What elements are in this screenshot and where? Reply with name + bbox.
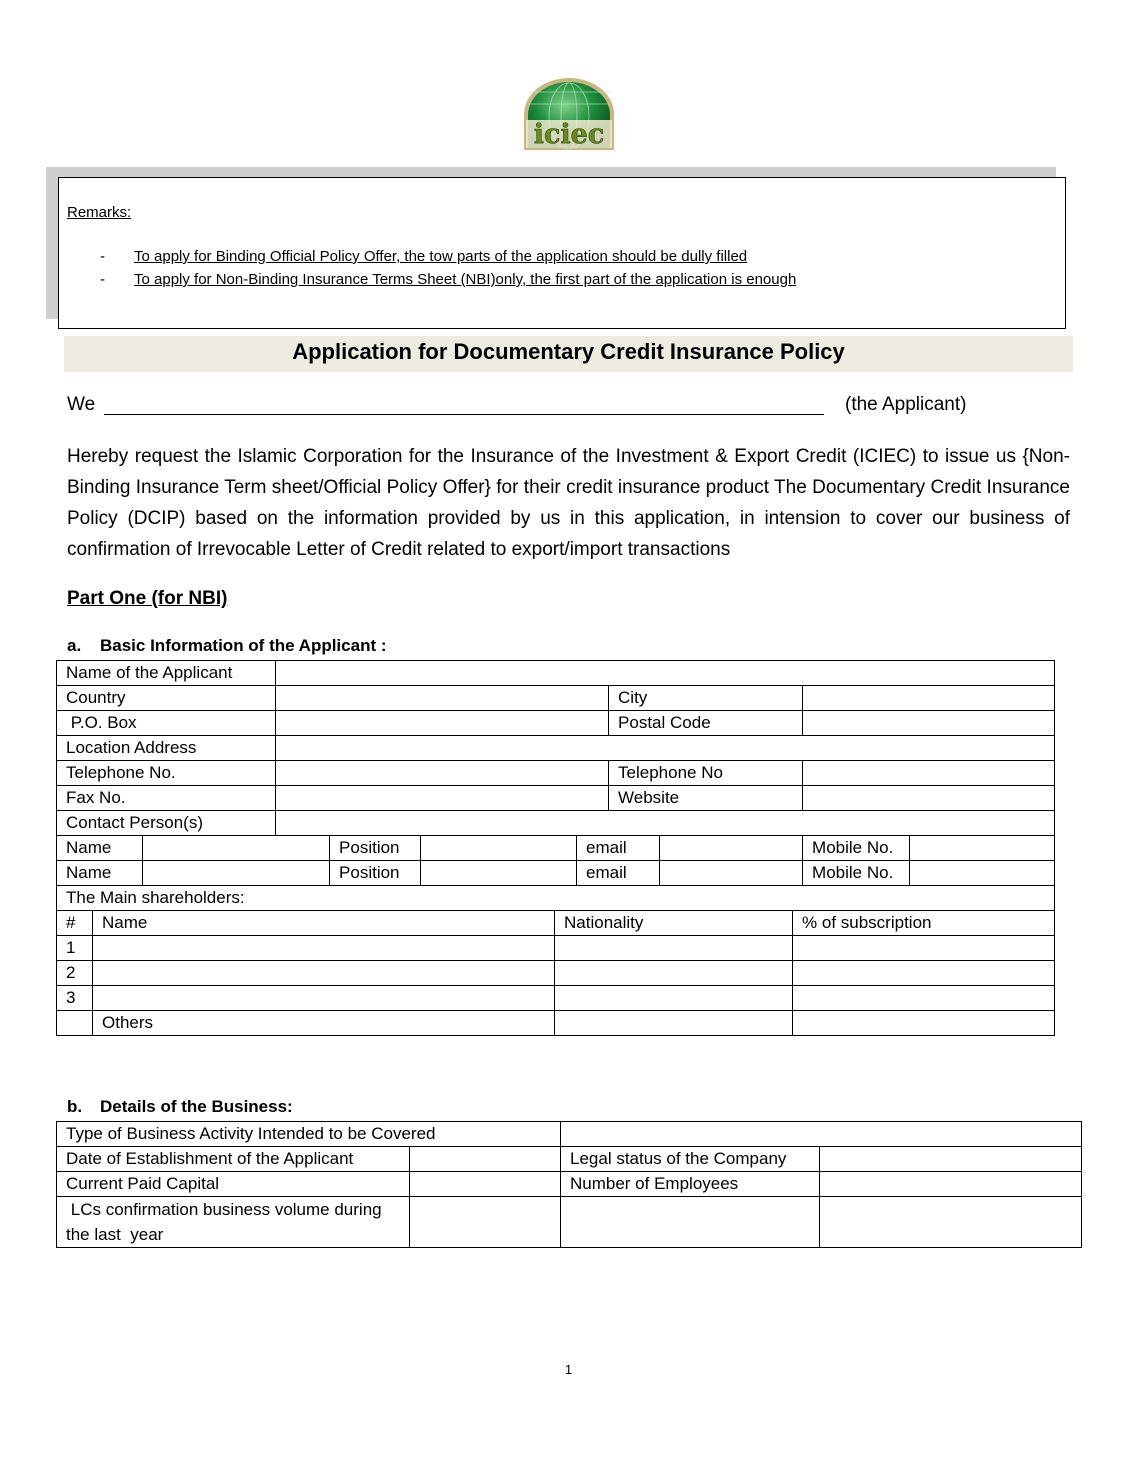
iciec-logo xyxy=(520,76,618,152)
telephone-label: Telephone No. xyxy=(57,761,276,786)
applicant-suffix: (the Applicant) xyxy=(845,394,967,415)
business-activity-label: Type of Business Activity Intended to be Covered xyxy=(57,1122,561,1147)
contact-email-label: email xyxy=(577,836,660,861)
table-row xyxy=(57,661,1055,686)
contact-email-field[interactable] xyxy=(660,861,803,886)
telephone-field[interactable] xyxy=(276,761,609,786)
lc-volume-label: LCs confirmation business volume during the last year xyxy=(57,1197,410,1248)
shareholder-row-number: 3 xyxy=(57,986,93,1011)
table-row xyxy=(57,936,1055,961)
section-b-letter: b. xyxy=(67,1097,83,1116)
shareholder-nationality-field[interactable] xyxy=(555,936,793,961)
applicant-name-line[interactable] xyxy=(104,414,824,415)
location-address-field[interactable] xyxy=(276,736,1055,761)
country-field[interactable] xyxy=(276,686,609,711)
po-box-field[interactable] xyxy=(276,711,609,736)
section-a-heading xyxy=(67,636,387,656)
table-row xyxy=(57,761,1055,786)
remark-item: To apply for Binding Official Policy Offer, the tow parts of the application should be dully filled xyxy=(134,248,748,265)
lc-volume-extra-field[interactable] xyxy=(561,1197,820,1248)
telephone-2-label: Telephone No xyxy=(609,761,803,786)
contact-persons-label: Contact Person(s) xyxy=(57,811,276,836)
shareholders-title: The Main shareholders: xyxy=(57,886,1055,911)
po-box-label: P.O. Box xyxy=(57,711,276,736)
telephone-2-field[interactable] xyxy=(803,761,1055,786)
col-header-subscription: % of subscription xyxy=(793,911,1055,936)
remark-item: To apply for Non-Binding Insurance Terms Sheet (NBI)only, the first part of the application is enough xyxy=(134,271,797,288)
logo-text: iciec xyxy=(533,119,605,150)
table-row xyxy=(57,1011,1055,1036)
shareholder-subscription-field[interactable] xyxy=(793,961,1055,986)
table-row xyxy=(57,686,1055,711)
others-label: Others xyxy=(93,1011,555,1036)
table-row xyxy=(57,986,1055,1011)
lc-volume-extra-field-2[interactable] xyxy=(820,1197,1082,1248)
table-row xyxy=(57,786,1055,811)
contact-mobile-field[interactable] xyxy=(910,861,1055,886)
contact-email-field[interactable] xyxy=(660,836,803,861)
fax-label: Fax No. xyxy=(57,786,276,811)
section-b-title: Details of the Business: xyxy=(100,1097,293,1116)
legal-status-label: Legal status of the Company xyxy=(561,1147,820,1172)
table-row xyxy=(57,836,1055,861)
others-subscription-field[interactable] xyxy=(793,1011,1055,1036)
table-row xyxy=(57,1197,1082,1248)
lc-volume-field[interactable] xyxy=(410,1197,561,1248)
location-address-label: Location Address xyxy=(57,736,276,761)
others-nationality-field[interactable] xyxy=(555,1011,793,1036)
table-row xyxy=(57,1122,1082,1147)
intro-paragraph: Hereby request the Islamic Corporation for the Insurance of the Investment & Export Credit (ICIEC) to issue us {Non-Binding Insurance Term sheet/Official Policy Offer} for their credit insurance product The Documentary Credit Insurance Policy (DCIP) based on the information provided by us in this application, in intension to cover our business of confirmation of Irrevocable Letter of Credit related to export/import transactions xyxy=(67,446,1070,560)
page-title: Application for Documentary Credit Insurance Policy xyxy=(292,339,845,364)
contact-position-field[interactable] xyxy=(421,861,577,886)
shareholder-row-number: 1 xyxy=(57,936,93,961)
contact-persons-field[interactable] xyxy=(276,811,1055,836)
employees-label: Number of Employees xyxy=(561,1172,820,1197)
paid-capital-field[interactable] xyxy=(410,1172,561,1197)
contact-email-label: email xyxy=(577,861,660,886)
contact-mobile-field[interactable] xyxy=(910,836,1055,861)
shareholder-name-field[interactable] xyxy=(93,986,555,1011)
remark-bullet: - xyxy=(100,248,105,265)
paid-capital-label: Current Paid Capital xyxy=(57,1172,410,1197)
col-header-num: # xyxy=(57,911,93,936)
section-a-letter: a. xyxy=(67,636,82,655)
business-details-table xyxy=(56,1121,1082,1248)
contact-position-label: Position xyxy=(330,836,421,861)
remark-bullet: - xyxy=(100,271,105,288)
city-field[interactable] xyxy=(803,686,1055,711)
part-one-heading: Part One (for NBI) xyxy=(67,588,228,609)
shareholder-subscription-field[interactable] xyxy=(793,986,1055,1011)
shareholder-nationality-field[interactable] xyxy=(555,961,793,986)
shareholder-nationality-field[interactable] xyxy=(555,986,793,1011)
country-label: Country xyxy=(57,686,276,711)
employees-field[interactable] xyxy=(820,1172,1082,1197)
postal-code-label: Postal Code xyxy=(609,711,803,736)
section-b-heading xyxy=(67,1097,293,1117)
contact-name-field[interactable] xyxy=(143,836,330,861)
shareholder-subscription-field[interactable] xyxy=(793,936,1055,961)
page-number: 1 xyxy=(564,1362,573,1377)
contact-name-label: Name xyxy=(57,836,143,861)
table-row xyxy=(57,811,1055,836)
postal-code-field[interactable] xyxy=(803,711,1055,736)
date-established-field[interactable] xyxy=(410,1147,561,1172)
shareholder-row-number: 2 xyxy=(57,961,93,986)
table-row xyxy=(57,961,1055,986)
table-row xyxy=(57,911,1055,936)
shareholder-name-field[interactable] xyxy=(93,961,555,986)
remarks-title: Remarks: xyxy=(67,204,132,221)
legal-status-field[interactable] xyxy=(820,1147,1082,1172)
col-header-nationality: Nationality xyxy=(555,911,793,936)
table-row xyxy=(57,886,1055,911)
basic-info-table xyxy=(56,660,1055,1036)
table-row xyxy=(57,1172,1082,1197)
city-label: City xyxy=(609,686,803,711)
date-established-label: Date of Establishment of the Applicant xyxy=(57,1147,410,1172)
fax-field[interactable] xyxy=(276,786,609,811)
shareholder-name-field[interactable] xyxy=(93,936,555,961)
contact-name-field[interactable] xyxy=(143,861,330,886)
table-row xyxy=(57,711,1055,736)
website-label: Website xyxy=(609,786,803,811)
name-of-applicant-field[interactable] xyxy=(276,661,1055,686)
contact-mobile-label: Mobile No. xyxy=(803,861,910,886)
col-header-name: Name xyxy=(93,911,555,936)
table-row xyxy=(57,861,1055,886)
section-a-title: Basic Information of the Applicant : xyxy=(100,636,387,655)
table-row xyxy=(57,1147,1082,1172)
contact-name-label: Name xyxy=(57,861,143,886)
contact-position-label: Position xyxy=(330,861,421,886)
business-activity-field[interactable] xyxy=(561,1122,1082,1147)
contact-mobile-label: Mobile No. xyxy=(803,836,910,861)
table-row xyxy=(57,736,1055,761)
shareholder-row-number xyxy=(57,1011,93,1036)
website-field[interactable] xyxy=(803,786,1055,811)
applicant-prefix: We xyxy=(67,394,96,415)
name-of-applicant-label: Name of the Applicant xyxy=(57,661,276,686)
contact-position-field[interactable] xyxy=(421,836,577,861)
